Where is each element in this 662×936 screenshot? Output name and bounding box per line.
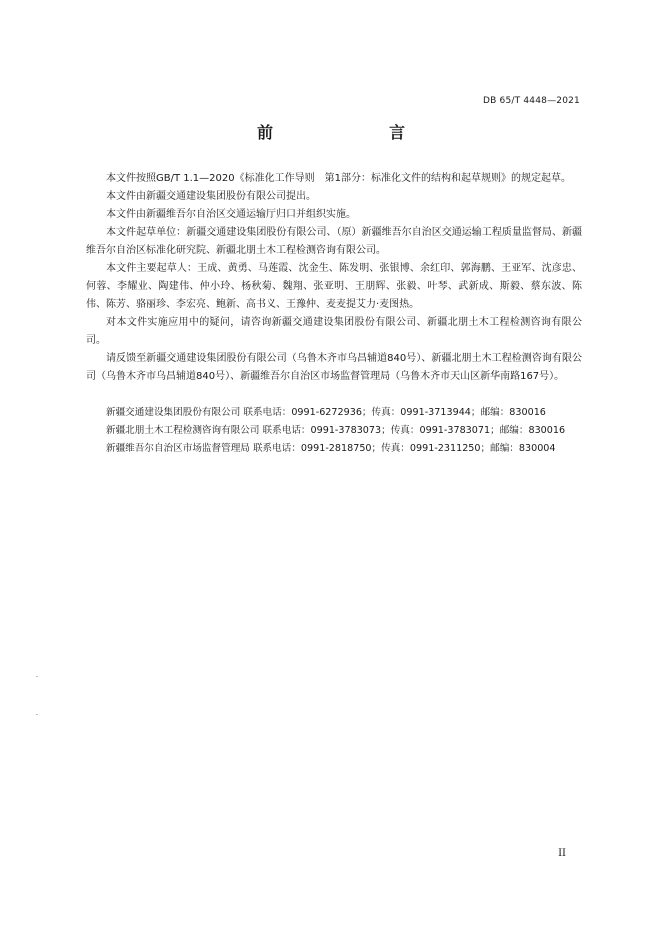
scan-speck (36, 676, 38, 677)
paragraph-drafters: 本文件主要起草人：王成、黄勇、马莲霞、沈金生、陈发明、张银博、余红印、郭海鹏、王亚军、沈彦忠、何蓉、李耀业、陶建伟、仲小玲、杨秋菊、魏翔、张亚明、王朋辉、张毅、叶琴、武新成、斯毅、蔡东波、陈伟、陈芳、骆丽珍、李宏亮、鲍新、高书义、王豫仲、麦麦提艾力·麦图热。 (86, 263, 582, 310)
page-number: II (558, 848, 566, 859)
paragraph-feedback: 请反馈至新疆交通建设集团股份有限公司（乌鲁木齐市乌昌辅道840号）、新疆北朋土木工程检测咨询有限公司（乌鲁木齐市乌昌辅道840号）、新疆维吾尔自治区市场监督管理局（乌鲁木齐市天山区新华南路167号）。 (86, 353, 582, 382)
paragraph-consultation: 对本文件实施应用中的疑问，请咨询新疆交通建设集团股份有限公司、新疆北朋土木工程检测咨询有限公司。 (86, 317, 582, 346)
standard-code: DB 65/T 4448—2021 (482, 96, 580, 106)
paragraph-proposer: 本文件由新疆交通建设集团股份有限公司提出。 (106, 191, 316, 202)
foreword-body (86, 170, 582, 386)
contact-line: 新疆交通建设集团股份有限公司 联系电话：0991-6272936；传真：0991-3713944；邮编：830016 (106, 407, 546, 418)
paragraph-drafting-basis: 本文件按照GB/T 1.1—2020《标准化工作导则 第1部分：标准化文件的结构和起草规则》的规定起草。 (106, 173, 571, 184)
contact-line: 新疆维吾尔自治区市场监督管理局 联系电话：0991-2818750；传真：0991-2311250；邮编：830004 (106, 443, 556, 454)
paragraph-administrator: 本文件由新疆维吾尔自治区交通运输厅归口并组织实施。 (106, 209, 356, 220)
contact-list (106, 404, 596, 458)
page-title: 前 言 (256, 123, 433, 142)
scan-speck (36, 714, 38, 715)
contact-line: 新疆北朋土木工程检测咨询有限公司 联系电话：0991-3783073；传真：0991-3783071；邮编：830016 (106, 425, 566, 436)
paragraph-drafting-units: 本文件起草单位：新疆交通建设集团股份有限公司、（原）新疆维吾尔自治区交通运输工程质量监督局、新疆维吾尔自治区标准化研究院、新疆北朋土木工程检测咨询有限公司。 (86, 227, 582, 256)
